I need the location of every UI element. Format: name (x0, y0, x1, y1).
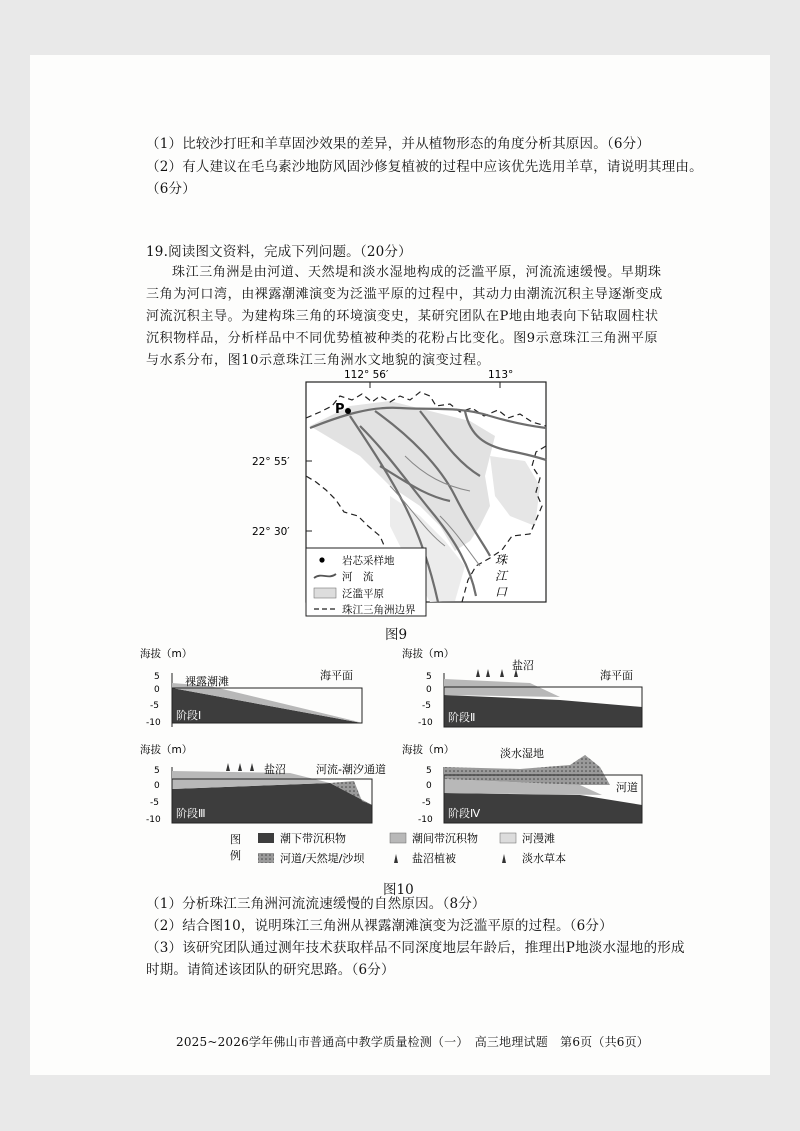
svg-text:-5: -5 (422, 798, 431, 808)
figure9-map (240, 366, 560, 636)
estuary-char-3: 口 (495, 585, 508, 599)
figure9-caption: 图9 (385, 627, 408, 643)
stage1-axis-title: 海拔（m） (140, 648, 193, 660)
stage2-tag2: 海平面 (600, 669, 633, 682)
svg-text:潮下带沉积物: 潮下带沉积物 (280, 832, 346, 845)
svg-text:-10: -10 (418, 718, 433, 728)
lon-label-2: 113° (488, 369, 514, 381)
stage2-panel (402, 647, 642, 728)
svg-text:0: 0 (154, 685, 160, 695)
svg-text:盐沼植被: 盐沼植被 (412, 852, 456, 865)
svg-text:5: 5 (426, 672, 432, 682)
svg-text:0: 0 (154, 781, 160, 791)
stage4-tag1: 淡水湿地 (500, 747, 544, 760)
q18-sub2-line1: （2）有人建议在毛乌素沙地防风固沙修复植被的过程中应该优先选用羊草，请说明其理由。 (146, 159, 703, 175)
stage3-tag1: 盐沼 (264, 763, 286, 776)
svg-text:-10: -10 (418, 815, 433, 825)
svg-text:图: 图 (230, 833, 241, 846)
legend-floodplain: 泛滥平原 (342, 588, 384, 600)
stage3-panel (140, 743, 386, 825)
q18-sub1: （1）比较沙打旺和羊草固沙效果的差异，并从植物形态的角度分析其原因。（6分） (146, 136, 651, 152)
stage2-label: 阶段Ⅱ (448, 711, 476, 724)
figure10-profiles (140, 645, 660, 895)
legend-core-site: 岩芯采样地 (342, 555, 395, 567)
intertidal-layer (444, 679, 560, 697)
svg-text:海拔（m）: 海拔（m） (140, 744, 193, 756)
svg-text:0: 0 (426, 685, 432, 695)
q19-sub3-line1: （3）该研究团队通过测年技术获取样品不同深度地层年龄后，推理出P地淡水湿地的形成 (146, 940, 685, 956)
q18-sub2-line2: （6分） (146, 181, 196, 197)
svg-text:海拔（m）: 海拔（m） (402, 648, 455, 660)
stage1-label: 阶段Ⅰ (176, 709, 202, 722)
page-footer: 2025~2026学年佛山市普通高中教学质量检测（一） 高三地理试题 第6页（共6页） (176, 1035, 650, 1049)
figure10-caption: 图10 (383, 882, 414, 898)
svg-text:5: 5 (154, 672, 160, 682)
legend-core-site-icon (319, 557, 324, 562)
q19-paragraph: 珠江三角洲是由河道、天然堤和淡水湿地构成的泛滥平原，河流流速缓慢。早期珠三角为河口湾，由裸露潮滩演变为泛滥平原的过程中，其动力由潮流沉积主导逐渐变成河流沉积主导。为建构珠三角的环境演变史，某研究团队在P地由地表向下钻取圆柱状沉积物样品，分析样品中不同优势植被种类的花粉占比变化。图9示意珠江三角洲平原与水系分布，图10示意珠江三角洲水文地貌的演变过程。 (146, 265, 663, 368)
estuary-char-2: 江 (495, 569, 508, 583)
estuary-char-1: 珠 (495, 553, 508, 567)
q19-sub3-line2: 时期。请简述该团队的研究思路。（6分） (146, 962, 395, 978)
svg-text:0: 0 (426, 781, 432, 791)
svg-text:河道/天然堤/沙坝: 河道/天然堤/沙坝 (280, 852, 365, 865)
stage3-label: 阶段Ⅲ (176, 807, 206, 820)
q19-header: 19.阅读图文资料，完成下列问题。（20分） (146, 244, 412, 260)
stage1-panel (140, 647, 362, 728)
svg-text:例: 例 (230, 849, 241, 862)
svg-text:-5: -5 (150, 701, 159, 711)
legend-floodplain-icon (314, 588, 336, 598)
stage3-tag2: 河流-潮汐通道 (316, 763, 386, 776)
lat-label-2: 22° 30′ (252, 526, 290, 538)
stage1-tag1: 裸露潮滩 (185, 675, 229, 688)
svg-text:5: 5 (154, 766, 160, 776)
svg-text:-10: -10 (146, 718, 161, 728)
svg-text:5: 5 (426, 766, 432, 776)
stage4-label: 阶段Ⅳ (448, 807, 481, 820)
svg-text:淡水草本: 淡水草本 (522, 852, 566, 865)
legend-river: 河 流 (342, 571, 374, 583)
stage2-tag1: 盐沼 (512, 659, 534, 672)
svg-text:-10: -10 (146, 815, 161, 825)
svg-text:河漫滩: 河漫滩 (522, 832, 555, 845)
stage1-tag2: 海平面 (320, 669, 353, 682)
svg-text:潮间带沉积物: 潮间带沉积物 (412, 832, 478, 845)
lon-label-1: 112° 56′ (344, 369, 389, 381)
figure10-legend (230, 831, 566, 865)
q19-sub2: （2）结合图10，说明珠江三角洲从裸露潮滩演变为泛滥平原的过程。（6分） (146, 918, 613, 934)
svg-text:-5: -5 (422, 701, 431, 711)
q19-sub1: （1）分析珠江三角洲河流流速缓慢的自然原因。（8分） (146, 896, 486, 912)
stage4-tag2: 河道 (616, 781, 638, 794)
svg-text:-5: -5 (150, 798, 159, 808)
svg-text:海拔（m）: 海拔（m） (402, 744, 455, 756)
point-label: P (335, 402, 345, 417)
legend-boundary: 珠江三角洲边界 (342, 604, 416, 616)
stage4-panel (402, 743, 642, 825)
core-site-point (345, 408, 351, 414)
lat-label-1: 22° 55′ (252, 456, 290, 468)
